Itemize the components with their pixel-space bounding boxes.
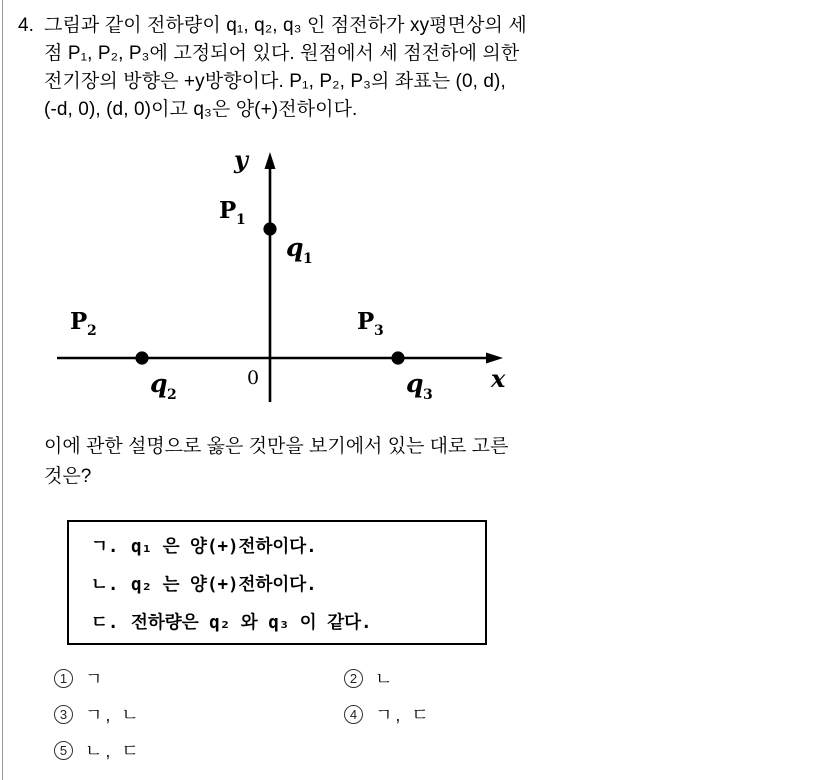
answer-choice-4[interactable] xyxy=(344,701,634,727)
q1-label: q xyxy=(286,233,304,262)
statements-box xyxy=(67,520,487,645)
followup-line-1: 이에 관한 설명으로 옳은 것만을 보기에서 있는 대로 고른 xyxy=(44,436,509,457)
stem-line-2: 점 P₁, P₂, P₃에 고정되어 있다. 원점에서 세 점전하에 의한 xyxy=(44,43,520,64)
y-axis-label: y xyxy=(234,145,248,174)
choice-marker-3: 3 xyxy=(54,705,73,724)
answer-choice-5[interactable] xyxy=(54,737,344,763)
q2-label-sub: 2 xyxy=(167,387,177,403)
choice-row xyxy=(54,732,754,768)
question-stem-text xyxy=(44,12,808,124)
p2-label: P xyxy=(70,308,88,335)
choice-text-2: ㄴ xyxy=(375,669,396,689)
choice-row xyxy=(54,696,754,732)
charge-point-p2 xyxy=(70,308,177,403)
followup-question xyxy=(44,432,804,492)
answer-choice-2[interactable] xyxy=(344,665,634,691)
statement-item xyxy=(91,528,479,566)
statement-label: ㄴ. xyxy=(91,575,119,595)
p2-label-sub: 2 xyxy=(87,323,97,339)
statement-text: q₁ 은 양(+)전하이다. xyxy=(131,537,317,557)
statement-text: 전하량은 q₂ 와 q₃ 이 같다. xyxy=(131,613,372,633)
origin-label: 0 xyxy=(247,367,260,389)
stem-line-4: (-d, 0), (d, 0)이고 q₃은 양(+)전하이다. xyxy=(44,99,358,120)
choice-marker-4: 4 xyxy=(344,705,363,724)
charge-point-p1 xyxy=(219,197,313,267)
charge-diagram xyxy=(0,140,560,430)
question-stem xyxy=(18,12,808,124)
p1-label-sub: 1 xyxy=(236,212,246,228)
p1-label: P xyxy=(219,197,237,224)
q3-label-sub: 3 xyxy=(423,387,433,403)
choice-text-1: ㄱ xyxy=(85,669,106,689)
p3-label: P xyxy=(357,308,375,335)
y-axis xyxy=(265,152,276,402)
stem-line-3: 전기장의 방향은 +y방향이다. P₁, P₂, P₃의 좌표는 (0, d), xyxy=(44,71,506,92)
choice-row xyxy=(54,660,754,696)
q3-label: q xyxy=(406,369,424,398)
charge-point-p3 xyxy=(357,308,433,403)
choice-text-3: ㄱ, ㄴ xyxy=(85,705,142,725)
followup-line-2: 것은? xyxy=(44,466,92,487)
p3-label-sub: 3 xyxy=(374,323,384,339)
choice-marker-1: 1 xyxy=(54,669,73,688)
statement-label: ㄷ. xyxy=(91,613,119,633)
statement-label: ㄱ. xyxy=(91,537,119,557)
x-axis xyxy=(57,353,503,364)
statements-list xyxy=(91,528,479,642)
choice-marker-5: 5 xyxy=(54,741,73,760)
q2-label: q xyxy=(150,369,168,398)
choice-marker-2: 2 xyxy=(344,669,363,688)
stem-line-1: 그림과 같이 전하량이 q₁, q₂, q₃ 인 점전하가 xy평면상의 세 xyxy=(44,15,527,36)
statement-item xyxy=(91,566,479,604)
statement-item xyxy=(91,604,479,642)
x-axis-label: x xyxy=(491,364,506,393)
choice-text-4: ㄱ, ㄷ xyxy=(375,705,432,725)
answer-choice-3[interactable] xyxy=(54,701,344,727)
choice-text-5: ㄴ, ㄷ xyxy=(85,741,142,761)
q1-label-sub: 1 xyxy=(303,251,313,267)
statement-text: q₂ 는 양(+)전하이다. xyxy=(131,575,317,595)
answer-choices xyxy=(54,660,754,768)
question-number: 4. xyxy=(18,15,34,36)
answer-choice-1[interactable] xyxy=(54,665,344,691)
